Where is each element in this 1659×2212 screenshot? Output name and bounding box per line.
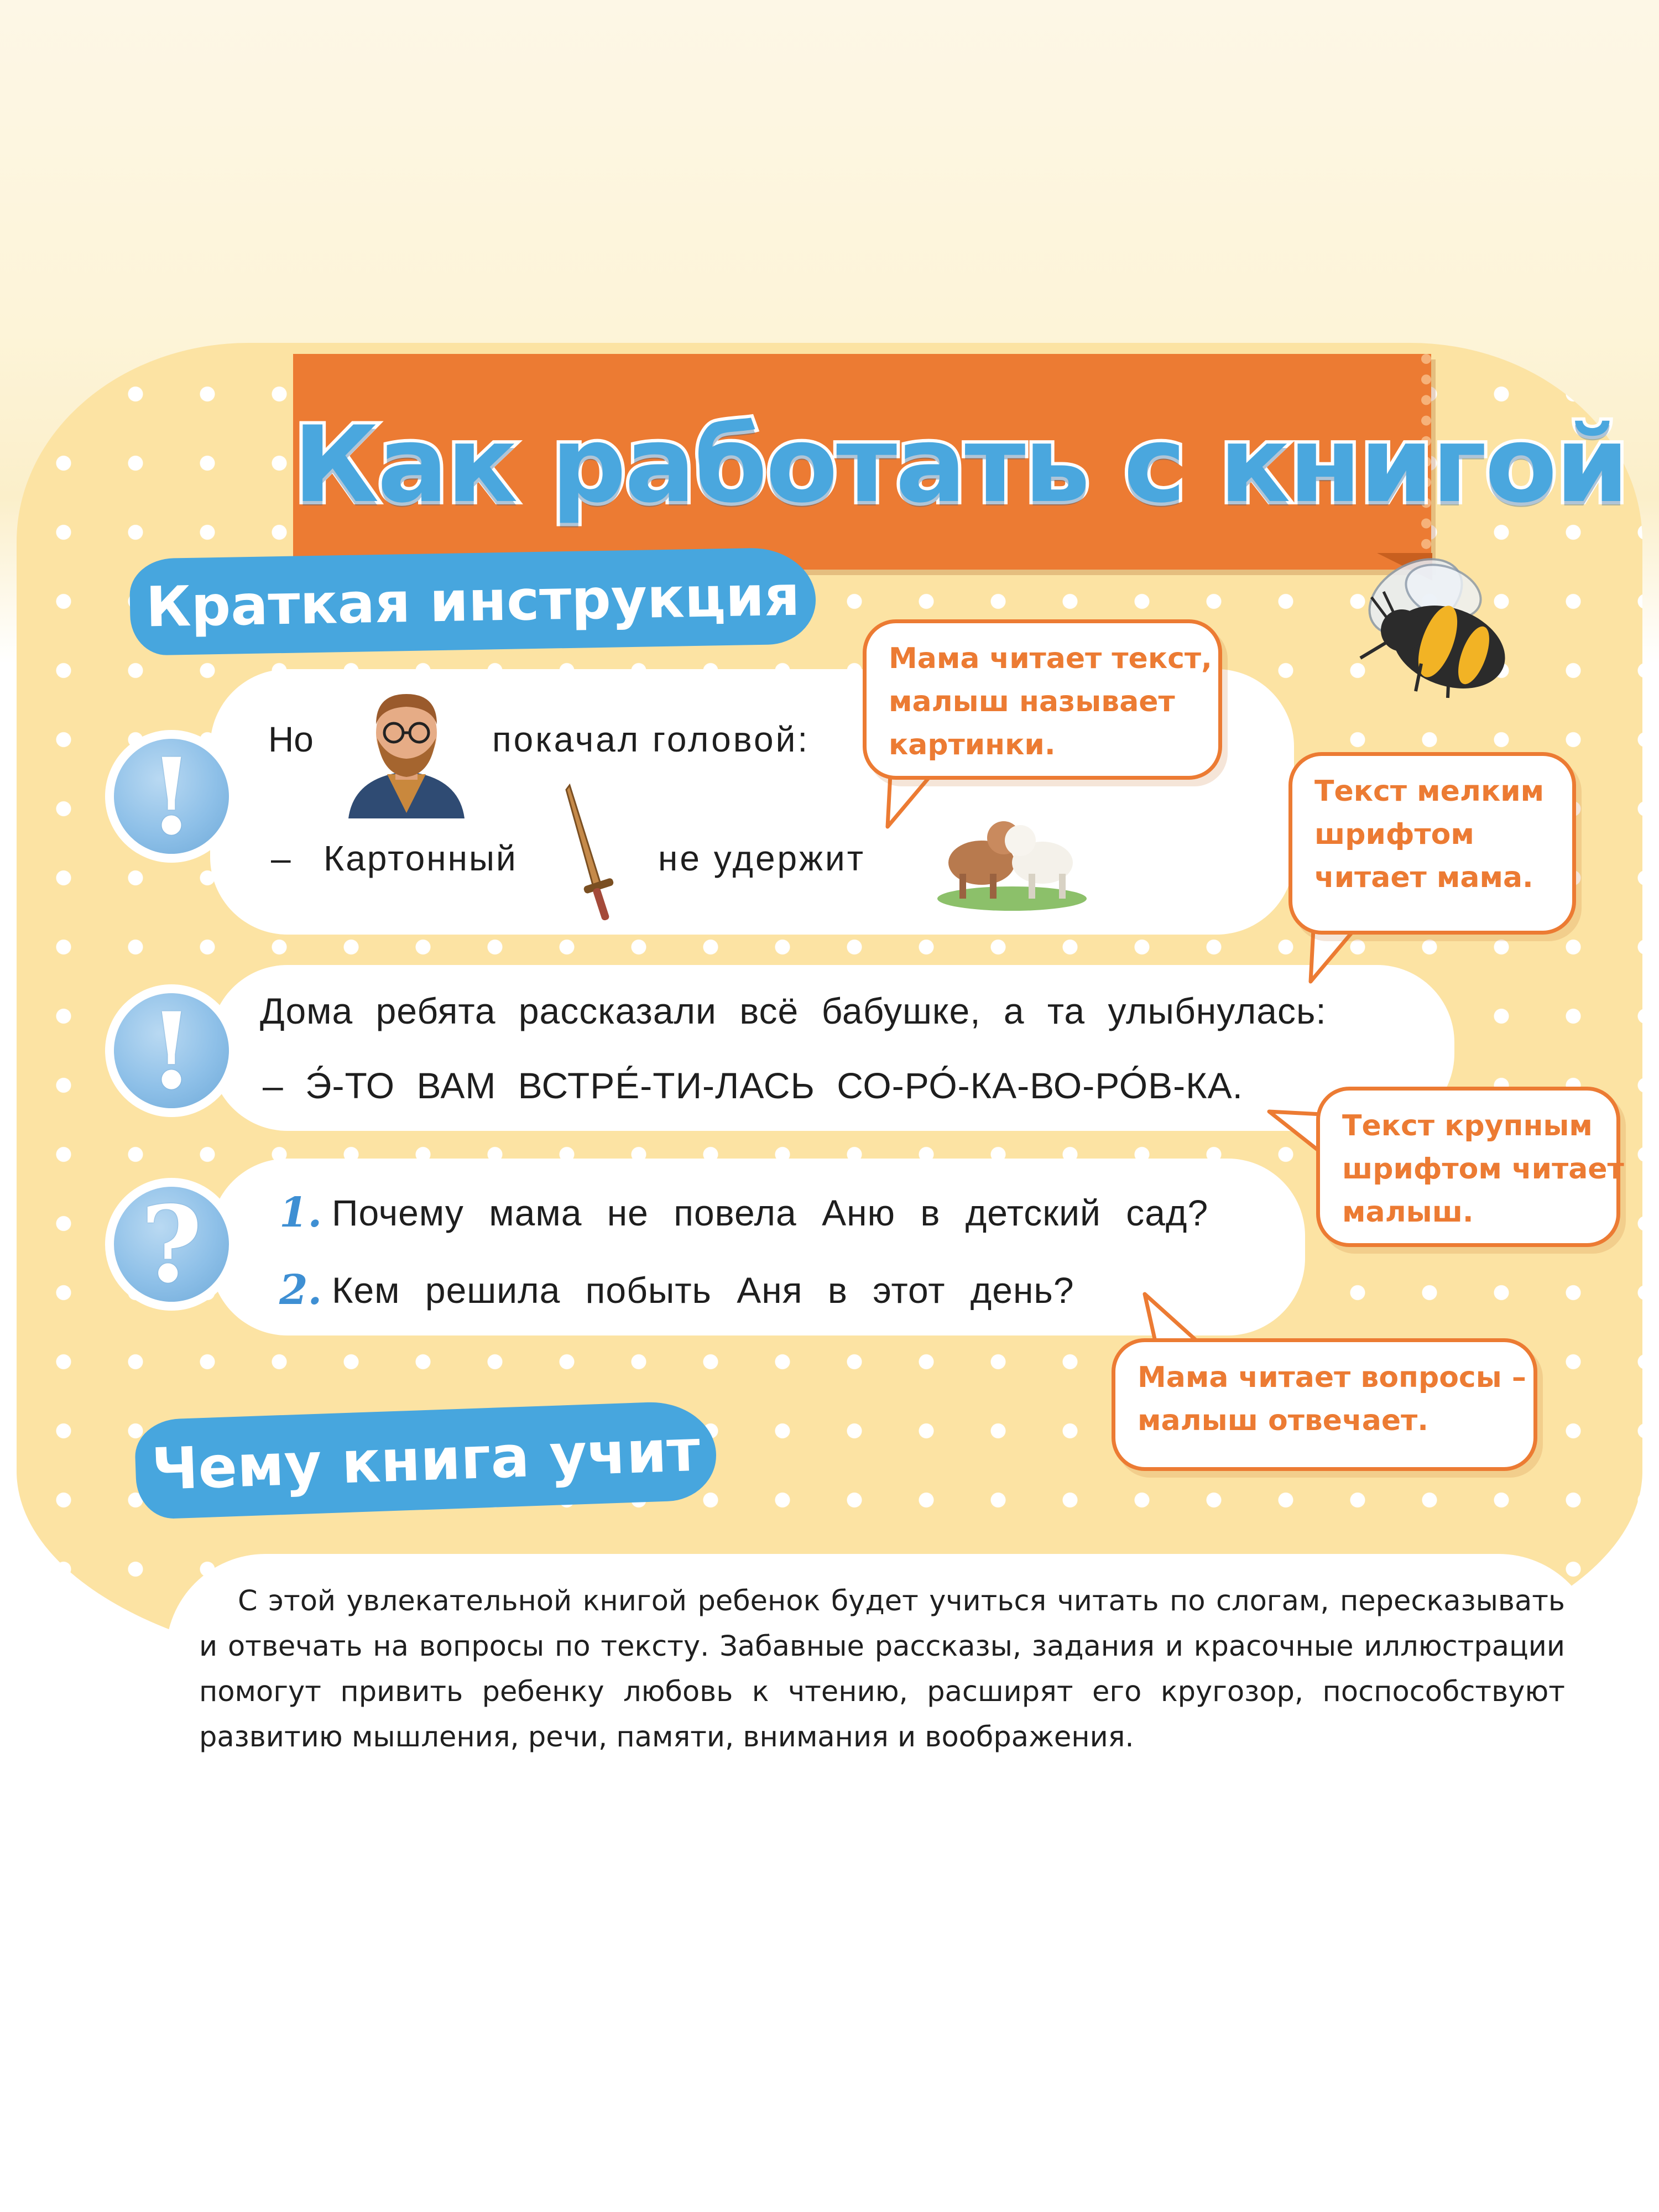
bubble-tail-pictures (879, 771, 940, 832)
man-portrait-icon (343, 686, 470, 818)
speech-bubble-small-font: Текст мелким шрифтом читает мама. (1288, 752, 1576, 935)
example-syllables: – Э́-ТО ВАМ ВСТРЕ́-ТИ-ЛАСЬ СО-РО́-КА-ВО-РО́В-КА. (263, 1065, 1243, 1106)
example-word-hold: не удержит (658, 838, 865, 878)
section-heading-instruction: Краткая инструкция (129, 547, 817, 656)
speech-bubble-questions: Мама читает вопросы – малыш отвечает. (1112, 1338, 1537, 1471)
speech-bubble-pictures: Мама читает текст, малыш называет картинки. (863, 619, 1222, 780)
question-icon: ? (105, 1178, 238, 1311)
bubble-tail-small-font (1305, 926, 1366, 987)
example-word-shook: покачал головой: (492, 719, 810, 759)
sword-icon (559, 780, 630, 929)
example-word-cardboard: Картонный (324, 838, 518, 878)
question-number-2: 2. (279, 1266, 322, 1314)
exclamation-icon: ! (105, 730, 238, 863)
question-2: Кем решила побыть Аня в этот день? (332, 1270, 1074, 1311)
example-dash: – (271, 838, 291, 878)
example-word-no: Но (268, 719, 314, 759)
question-number-1: 1. (279, 1189, 322, 1237)
section-heading-teaches: Чему книга учит (134, 1400, 718, 1520)
question-1: Почему мама не повела Аню в детский сад? (332, 1192, 1209, 1233)
exclamation-icon: ! (105, 984, 238, 1117)
description-text: С этой увлекательной книгой ребенок будет учиться читать по слогам, пересказывать и отвечать на вопросы по тексту. Забавные рассказы, задания и красочные иллюстрации помогут привить ребенку любовь к чтению, расширят его кругозор, поспособствуют развитию мышления, речи, памяти, внимания и воображения. (199, 1585, 1565, 1754)
bee-icon (1355, 553, 1521, 702)
example-sentence: Дома ребята рассказали всё бабушке, а та улыбнулась: (260, 990, 1327, 1031)
page-title: Как работать с книгой (293, 404, 1627, 526)
goats-icon (929, 796, 1089, 912)
speech-bubble-large-font: Текст крупным шрифтом читает малыш. (1316, 1087, 1620, 1247)
